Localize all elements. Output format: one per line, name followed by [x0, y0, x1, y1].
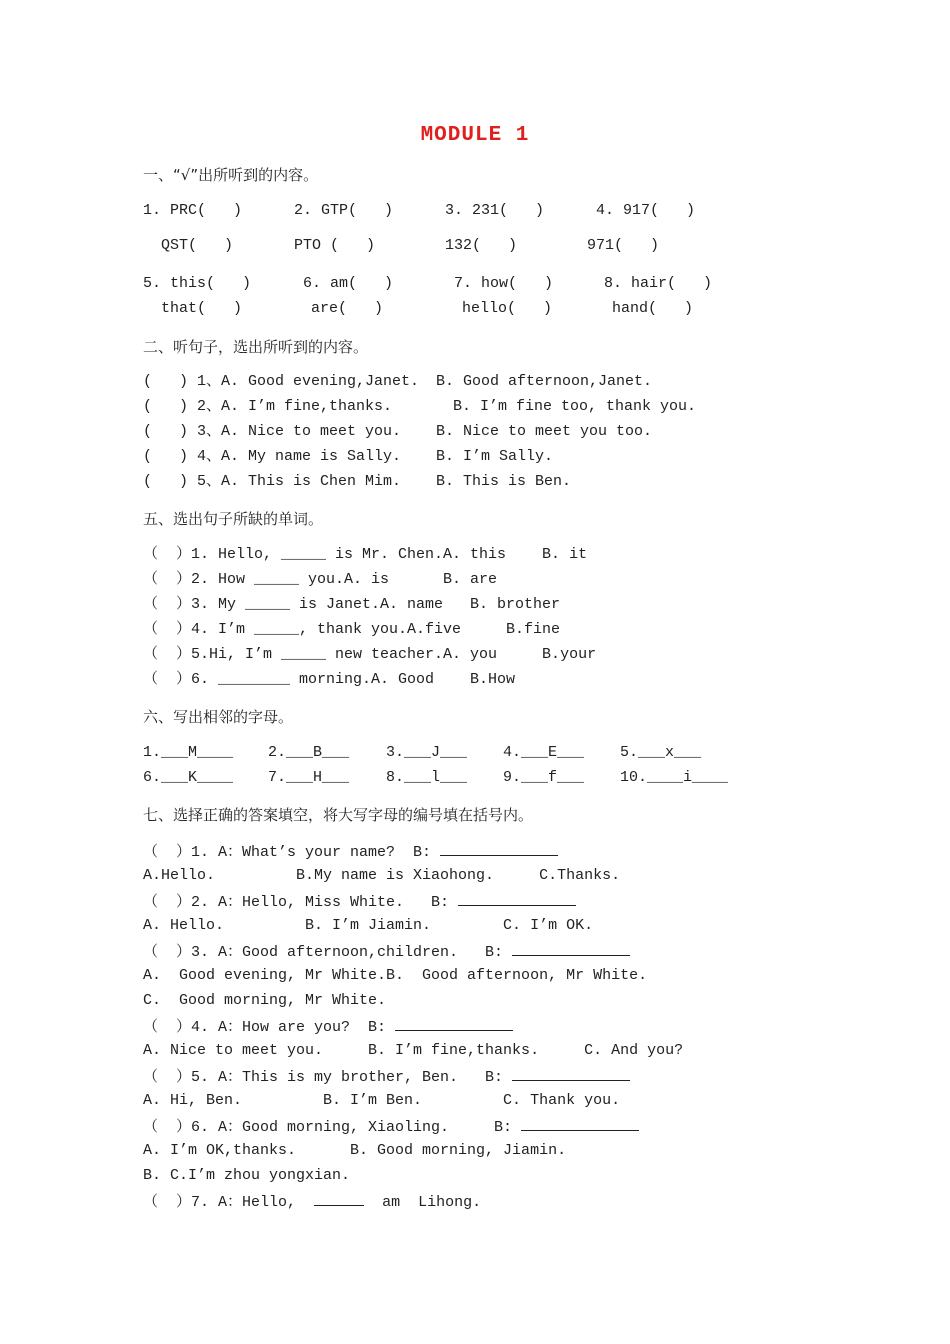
s7-o1: A.Hello. B.My name is Xiaohong. C.Thanks. [143, 867, 621, 884]
s6-r1-c4: 4.___E___ [503, 744, 585, 761]
s7-q7-text-b: am Lihong. [382, 1194, 482, 1211]
s7-o4: A. Nice to meet you. B. I’m fine,thanks. C. And you? [143, 1042, 684, 1059]
s6-r2-c4: 9.___f___ [503, 769, 585, 786]
s1-r3-c3: 7. how( ) [454, 275, 554, 292]
s1-r1-c2: 2. GTP( ) [294, 202, 394, 219]
s1-r1-c4: 4. 917( ) [596, 202, 696, 219]
s7-q6-text: （ ）6. A：Good morning, Xiaoling. B: [143, 1119, 513, 1136]
answer-blank[interactable] [512, 1066, 630, 1081]
answer-blank[interactable] [395, 1016, 513, 1031]
s2-item-3-a: ( ) 3、A. Nice to meet you. [143, 423, 402, 440]
s2-item-4-b: B. I’m Sally. [436, 448, 554, 465]
s7-q2 [143, 891, 576, 913]
s7-q6 [143, 1116, 639, 1138]
s7-q3 [143, 941, 630, 963]
answer-blank[interactable] [314, 1191, 364, 1206]
s7-o3b: C. Good morning, Mr White. [143, 992, 387, 1009]
s1-r4-c2: are( ) [311, 300, 384, 317]
s5-item-1: （ ）1. Hello, _____ is Mr. Chen.A. this B. it [143, 546, 588, 563]
s6-r1-c2: 2.___B___ [268, 744, 350, 761]
s7-q4 [143, 1016, 513, 1038]
s7-o6b: B. C.I’m zhou yongxian. [143, 1167, 351, 1184]
answer-blank[interactable] [512, 941, 630, 956]
s1-r1-c3: 3. 231( ) [445, 202, 545, 219]
s2-item-3-b: B. Nice to meet you too. [436, 423, 653, 440]
section-5-heading: 五、选出句子所缺的单词。 [143, 510, 324, 528]
section-2-heading: 二、听句子，选出所听到的内容。 [143, 338, 369, 356]
answer-blank[interactable] [521, 1116, 639, 1131]
s1-r4-c3: hello( ) [462, 300, 553, 317]
s1-r1-c1: 1. PRC( ) [143, 202, 243, 219]
s7-o5: A. Hi, Ben. B. I’m Ben. C. Thank you. [143, 1092, 621, 1109]
s6-r1-c3: 3.___J___ [386, 744, 468, 761]
s7-q3-text: （ ）3. A：Good afternoon,children. B: [143, 944, 504, 961]
answer-blank[interactable] [440, 841, 558, 856]
s1-r2-c2: PTO ( ) [294, 237, 376, 254]
s1-r2-c3: 132( ) [445, 237, 518, 254]
s7-q4-text: （ ）4. A：How are you? B: [143, 1019, 387, 1036]
s5-item-4: （ ）4. I’m _____, thank you.A.five B.fine [143, 621, 561, 638]
s5-item-2: （ ）2. How _____ you.A. is B. are [143, 571, 498, 588]
s5-item-5: （ ）5.Hi, I’m _____ new teacher.A. you B.your [143, 646, 597, 663]
page-title: MODULE 1 [420, 124, 530, 147]
s7-q7-text-a: （ ）7. A：Hello, [143, 1194, 297, 1211]
s2-item-2-b: B. I’m fine too, thank you. [453, 398, 697, 415]
s7-q1-text: （ ）1. A：What’s your name? B: [143, 844, 432, 861]
section-7-heading: 七、选择正确的答案填空，将大写字母的编号填在括号内。 [143, 806, 534, 824]
s2-item-4-a: ( ) 4、A. My name is Sally. [143, 448, 402, 465]
s2-item-5-a: ( ) 5、A. This is Chen Mim. [143, 473, 402, 490]
s7-q7 [143, 1191, 481, 1213]
s6-r2-c3: 8.___l___ [386, 769, 468, 786]
section-1-heading: 一、“√”出所听到的内容。 [143, 166, 319, 184]
answer-blank[interactable] [458, 891, 576, 906]
s7-q1 [143, 841, 558, 863]
s1-r3-c1: 5. this( ) [143, 275, 252, 292]
s1-r4-c4: hand( ) [612, 300, 694, 317]
s7-o2: A. Hello. B. I’m Jiamin. C. I’m OK. [143, 917, 594, 934]
s7-q2-text: （ ）2. A：Hello, Miss White. B: [143, 894, 450, 911]
s1-r3-c4: 8. hair( ) [604, 275, 713, 292]
s5-item-6: （ ）6. ________ morning.A. Good B.How [143, 671, 516, 688]
s2-item-1-b: B. Good afternoon,Janet. [436, 373, 653, 390]
s1-r2-c4: 971( ) [587, 237, 660, 254]
s6-r2-c5: 10.____i____ [620, 769, 729, 786]
s6-r2-c2: 7.___H___ [268, 769, 350, 786]
s1-r4-c1: that( ) [161, 300, 243, 317]
section-6-heading: 六、写出相邻的字母。 [143, 708, 294, 726]
s2-item-5-b: B. This is Ben. [436, 473, 572, 490]
s2-item-1-a: ( ) 1、A. Good evening,Janet. [143, 373, 420, 390]
s7-q5 [143, 1066, 630, 1088]
s7-q5-text: （ ）5. A：This is my brother, Ben. B: [143, 1069, 504, 1086]
s6-r1-c1: 1.___M____ [143, 744, 234, 761]
s6-r1-c5: 5.___x___ [620, 744, 702, 761]
s2-item-2-a: ( ) 2、A. I’m fine,thanks. [143, 398, 393, 415]
s7-o6: A. I’m OK,thanks. B. Good morning, Jiamin. [143, 1142, 567, 1159]
s1-r3-c2: 6. am( ) [303, 275, 394, 292]
s6-r2-c1: 6.___K____ [143, 769, 234, 786]
s5-item-3: （ ）3. My _____ is Janet.A. name B. brother [143, 596, 561, 613]
s7-o3: A. Good evening, Mr White.B. Good afternoon, Mr White. [143, 967, 648, 984]
s1-r2-c1: QST( ) [161, 237, 234, 254]
